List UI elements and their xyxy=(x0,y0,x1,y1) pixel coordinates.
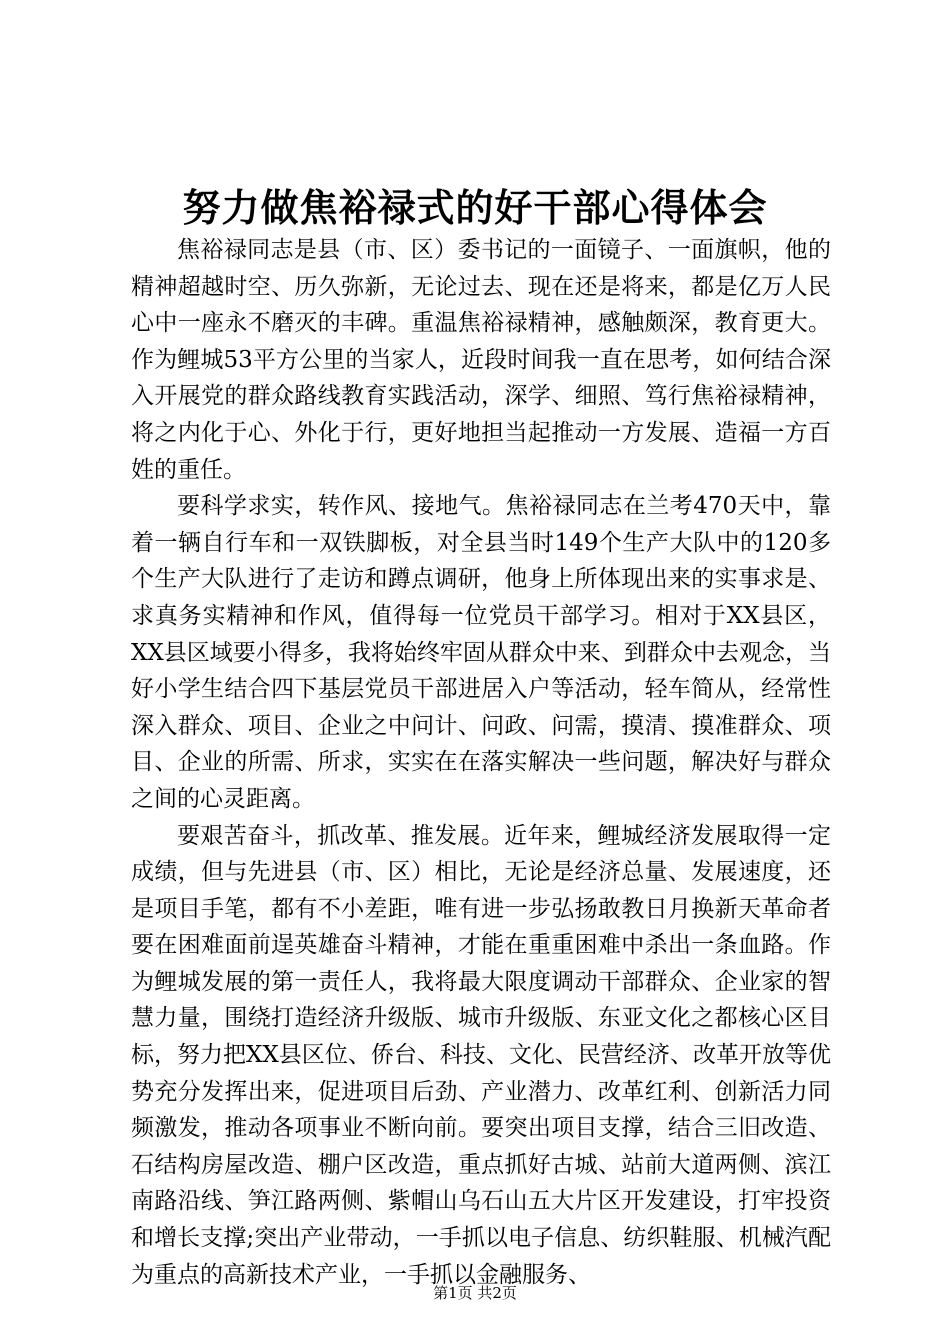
body-paragraph: 焦裕禄同志是县（市、区）委书记的一面镜子、一面旗帜，他的精神超越时空、历久弥新，无论过去、现在还是将来，都是亿万人民心中一座永不磨灭的丰碑。重温焦裕禄精神，感触颇深，教育更大。作为鲤城53平方公里的当家人，近段时间我一直在思考，如何结合深入开展党的群众路线教育实践活动，深学、细照、笃行焦裕禄精神，将之内化于心、外化于行，更好地担当起推动一方发展、造福一方百姓的重任。 xyxy=(131,237,831,483)
body-paragraph: 要艰苦奋斗，抓改革、推发展。近年来，鲤城经济发展取得一定成绩，但与先进县（市、区）相比，无论是经济总量、发展速度，还是项目手笔，都有不小差距，唯有进一步弘扬敢教日月换新天革命者要在困难面前逞英雄奋斗精神，才能在重重困难中杀出一条血路。作为鲤城发展的第一责任人，我将最大限度调动干部群众、企业家的智慧力量，围绕打造经济升级版、城市升级版、东亚文化之都核心区目标，努力把XX县区位、侨台、科技、文化、民营经济、改革开放等优势充分发挥出来，促进项目后劲、产业潜力、改革红利、创新活力同频激发，推动各项事业不断向前。要突出项目支撑，结合三旧改造、石结构房屋改造、棚户区改造，重点抓好古城、站前大道两侧、滨江南路沿线、笋江路两侧、紫帽山乌石山五大片区开发建设，打牢投资和增长支撑;突出产业带动，一手抓以电子信息、纺织鞋服、机械汽配为重点的高新技术产业，一手抓以金融服务、 xyxy=(131,822,831,1288)
page-footer: 第1页 共2页 xyxy=(433,1284,517,1302)
body-paragraph: 要科学求实，转作风、接地气。焦裕禄同志在兰考470天中，靠着一辆自行车和一双铁脚板，对全县当时149个生产大队中的120多个生产大队进行了走访和蹲点调研，他身上所体现出来的实事求是、求真务实精神和作风，值得每一位党员干部学习。相对于XX县区，XX县区域要小得多，我将始终牢固从群众中来、到群众中去观念，当好小学生结合四下基层党员干部进居入户等活动，轻车简从，经常性深入群众、项目、企业之中问计、问政、问需，摸清、摸准群众、项目、企业的所需、所求，实实在在落实解决一些问题，解决好与群众之间的心灵距离。 xyxy=(131,493,831,812)
document-body xyxy=(131,232,831,1293)
page-title: 努力做焦裕禄式的好干部心得体会 xyxy=(182,185,768,230)
